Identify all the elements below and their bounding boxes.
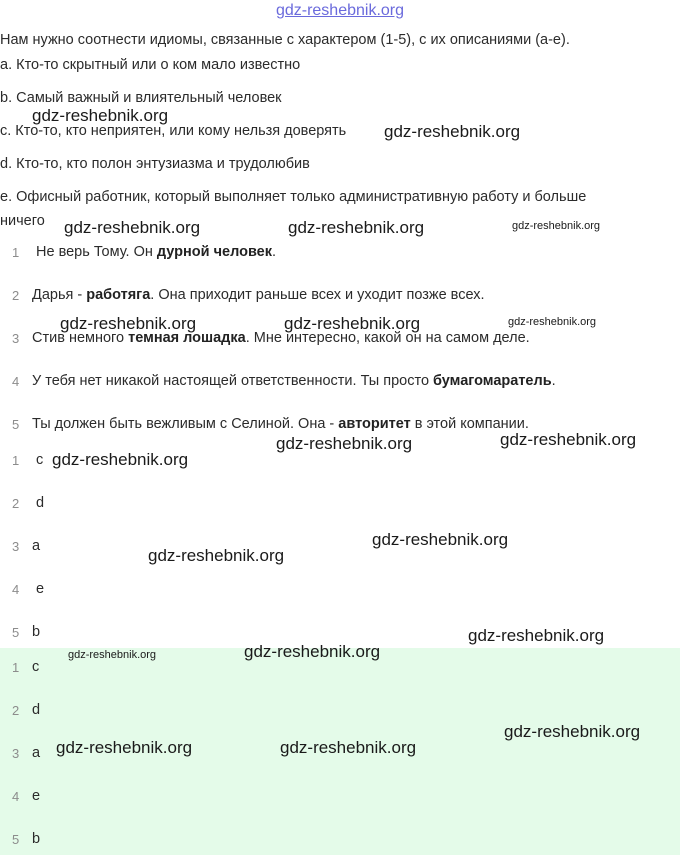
answer-letter: a xyxy=(32,538,41,554)
watermark: gdz-reshebnik.org xyxy=(280,738,417,757)
sentence-number: 5 xyxy=(12,417,20,432)
answer-letter: c xyxy=(36,452,44,468)
sentence-number: 2 xyxy=(12,288,20,303)
sentence-number: 4 xyxy=(12,374,20,389)
watermark: gdz-reshebnik.org xyxy=(148,546,285,565)
sentence-row xyxy=(0,287,680,307)
idiom: авторитет xyxy=(338,416,411,432)
answer-number: 4 xyxy=(12,582,20,597)
watermark: gdz-reshebnik.org xyxy=(512,220,601,232)
solution-letter: d xyxy=(32,702,41,718)
answer-number: 3 xyxy=(12,539,20,554)
solution-number: 3 xyxy=(12,746,20,761)
sentence-text: У тебя нет никакой настоящей ответственности. Ты просто бумагомаратель. xyxy=(32,373,556,389)
option-e-continued: ничего xyxy=(0,213,45,229)
solution-number: 4 xyxy=(12,789,20,804)
answer-letter: d xyxy=(36,495,45,511)
option-e: e. Офисный работник, который выполняет только административную работу и больше xyxy=(0,189,587,205)
watermark: gdz-reshebnik.org xyxy=(468,626,605,645)
watermark: gdz-reshebnik.org xyxy=(244,642,381,661)
watermark: gdz-reshebnik.org xyxy=(32,106,169,125)
sentence-row xyxy=(0,244,680,264)
idiom: работяга xyxy=(86,287,151,303)
watermark: gdz-reshebnik.org xyxy=(288,218,425,237)
sentence-row xyxy=(0,373,680,393)
idiom: темная лошадка xyxy=(128,330,246,346)
answer-row xyxy=(0,581,680,601)
task-instruction: Нам нужно соотнести идиомы, связанные с характером (1-5), с их описаниями (a-e). xyxy=(0,32,570,48)
option-c: c. Кто-то, кто неприятен, или кому нельзя доверять xyxy=(0,123,347,139)
sentence-text: Дарья - работяга. Она приходит раньше всех и уходит позже всех. xyxy=(32,287,485,303)
solution-number: 2 xyxy=(12,703,20,718)
solution-letter: e xyxy=(32,788,41,804)
watermark: gdz-reshebnik.org xyxy=(284,314,421,333)
solution-number: 1 xyxy=(12,660,20,675)
solution-row xyxy=(0,831,680,851)
watermark: gdz-reshebnik.org xyxy=(504,722,641,741)
answer-letter: b xyxy=(32,624,41,640)
solution-row xyxy=(0,659,680,679)
watermark: gdz-reshebnik.org xyxy=(56,738,193,757)
site-header-watermark: gdz-reshebnik.org xyxy=(275,2,405,19)
idiom: бумагомаратель xyxy=(433,373,552,389)
option-a: a. Кто-то скрытный или о ком мало известно xyxy=(0,57,301,73)
solution-letter: b xyxy=(32,831,41,847)
option-b: b. Самый важный и влиятельный человек xyxy=(0,90,282,106)
answer-number: 5 xyxy=(12,625,20,640)
solution-letter: a xyxy=(32,745,41,761)
sentence-text: Стив немного темная лошадка. Мне интересно, какой он на самом деле. xyxy=(32,330,530,346)
answer-row xyxy=(0,495,680,515)
solution-letter: c xyxy=(32,659,40,675)
watermark: gdz-reshebnik.org xyxy=(60,314,197,333)
watermark: gdz-reshebnik.org xyxy=(52,450,189,469)
solution-row xyxy=(0,702,680,722)
sentence-text: Не верь Тому. Он дурной человек. xyxy=(36,244,277,260)
watermark: gdz-reshebnik.org xyxy=(276,434,413,453)
sentence-number: 1 xyxy=(12,245,20,260)
solution-number: 5 xyxy=(12,832,20,847)
watermark: gdz-reshebnik.org xyxy=(64,218,201,237)
answer-number: 2 xyxy=(12,496,20,511)
sentence-text: Ты должен быть вежливым с Селиной. Она - авторитет в этой компании. xyxy=(32,416,529,432)
watermark: gdz-reshebnik.org xyxy=(508,316,597,328)
option-d: d. Кто-то, кто полон энтузиазма и трудолюбив xyxy=(0,156,310,172)
answer-row xyxy=(0,538,680,558)
watermark: gdz-reshebnik.org xyxy=(68,649,157,661)
answer-letter: e xyxy=(36,581,45,597)
watermark: gdz-reshebnik.org xyxy=(384,122,521,141)
watermark: gdz-reshebnik.org xyxy=(372,530,509,549)
idiom: дурной человек xyxy=(156,244,272,260)
solution-row xyxy=(0,788,680,808)
sentence-number: 3 xyxy=(12,331,20,346)
watermark: gdz-reshebnik.org xyxy=(500,430,637,449)
answer-number: 1 xyxy=(12,453,20,468)
